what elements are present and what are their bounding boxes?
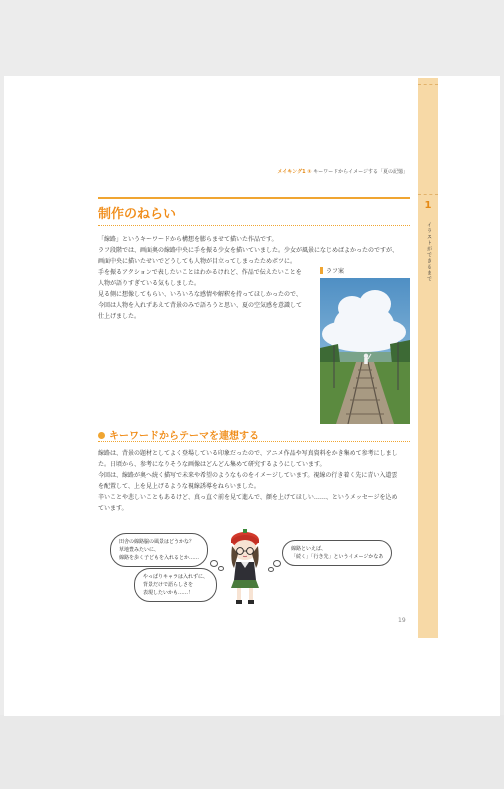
running-header-text: キーワードからイメージする「夏の記憶」 (313, 169, 408, 175)
paragraph-line: 画面中央に描いたせいでどうしても人物が目立ってしまったためボツに。 (98, 258, 297, 265)
thought-puff (268, 567, 274, 572)
figure-label (320, 266, 344, 275)
tab-divider (418, 194, 438, 195)
figure-label-text: ラフ案 (326, 268, 345, 275)
bubble-line: 草地豊みたいに、 (119, 547, 160, 553)
paragraph-line: 「線路」というキーワードから構想を膨らませて描いた作品です。 (98, 236, 278, 243)
paragraph-line: ラフ段階では、画面奥の線路中央に手を振る少女を描いていました。少女が風景になじめばよかったのですが、 (98, 247, 399, 254)
title-rule-bottom (98, 225, 410, 226)
section-title: 制作のねらい (98, 207, 177, 222)
paragraph-line: 人物が語りすぎている気もしました。 (98, 280, 201, 287)
thought-puff (273, 560, 281, 567)
keyword-section-body (98, 448, 398, 514)
paragraph-line: 線路は、背景の題材としてよく登場している印象だったので、アニメ作品や写真資料をかき集めて参考にしまし (98, 450, 398, 457)
bubble-line: 線路といえば、 (291, 546, 327, 552)
bubble-line: 表現したいかも……！ (143, 590, 194, 596)
thought-puff (210, 560, 218, 567)
keyword-section-title-text: キーワードからテーマを連想する (109, 431, 259, 442)
paragraph-line: を配置して、上を見上げるような視線誘導をねらいました。 (98, 483, 260, 490)
tab-divider (418, 84, 438, 85)
keyword-section-rule (98, 441, 410, 442)
chapter-label: イラストができるまで (426, 222, 432, 282)
running-header (240, 168, 408, 175)
bubble-line: 「続く」「行き先」というイメージかなあ (291, 554, 384, 560)
thought-bubble-right (282, 540, 392, 566)
chapter-number: 1 (424, 200, 432, 211)
bubble-line: 線路を歩く子どもを入れるとか…… (119, 555, 200, 561)
paragraph-line: 見る側に想像してもらい、いろいろな感情や解釈を持ってほしかったので、 (98, 291, 302, 298)
bullet-icon (98, 432, 105, 439)
bubble-line: 田舎の線路脇の風景はどうかな？ (119, 539, 195, 545)
chibi-character-illustration (222, 528, 268, 606)
thought-bubble-left-top (110, 533, 208, 567)
page-number: 19 (398, 617, 406, 624)
title-rule-top (98, 197, 410, 199)
chapter-side-tab (418, 78, 438, 638)
paragraph-line: 仕上げました。 (98, 313, 141, 320)
bubble-line: やっぱりキャラは入れずに、 (143, 574, 209, 580)
paragraph-line: 今回は、線路が奥へ続く描写で未来や希望のようなものをイメージしています。視線の行き着く先に青い入道雲 (98, 472, 398, 479)
thought-bubble-left-bottom (134, 568, 217, 602)
figure-marker-icon (320, 267, 323, 274)
paragraph-line: 手を振るアクションで表したいことはわかるけれど、作品で伝えたいことを (98, 269, 302, 276)
running-header-accent: メイキング1 ① (277, 169, 312, 175)
paragraph-line: た。日頃から、参考になりそうな画像はどんどん集めて研究するようにしています。 (98, 461, 326, 468)
rough-sketch-image (320, 278, 410, 424)
paragraph-line: 今回は人物を入れずあえて背景のみで語ろうと思い、夏の空気感を意識して (98, 302, 303, 309)
viewer-background (0, 715, 504, 789)
paragraph-line: ています。 (98, 505, 128, 512)
paragraph-line: 辛いことや悲しいこともあるけど、真っ直ぐ前を見て進んで、顔を上げてほしい……、というメッセージを込め (98, 494, 398, 501)
bubble-line: 背景だけで語らしさを (143, 582, 194, 588)
keyword-section-title (98, 427, 259, 442)
